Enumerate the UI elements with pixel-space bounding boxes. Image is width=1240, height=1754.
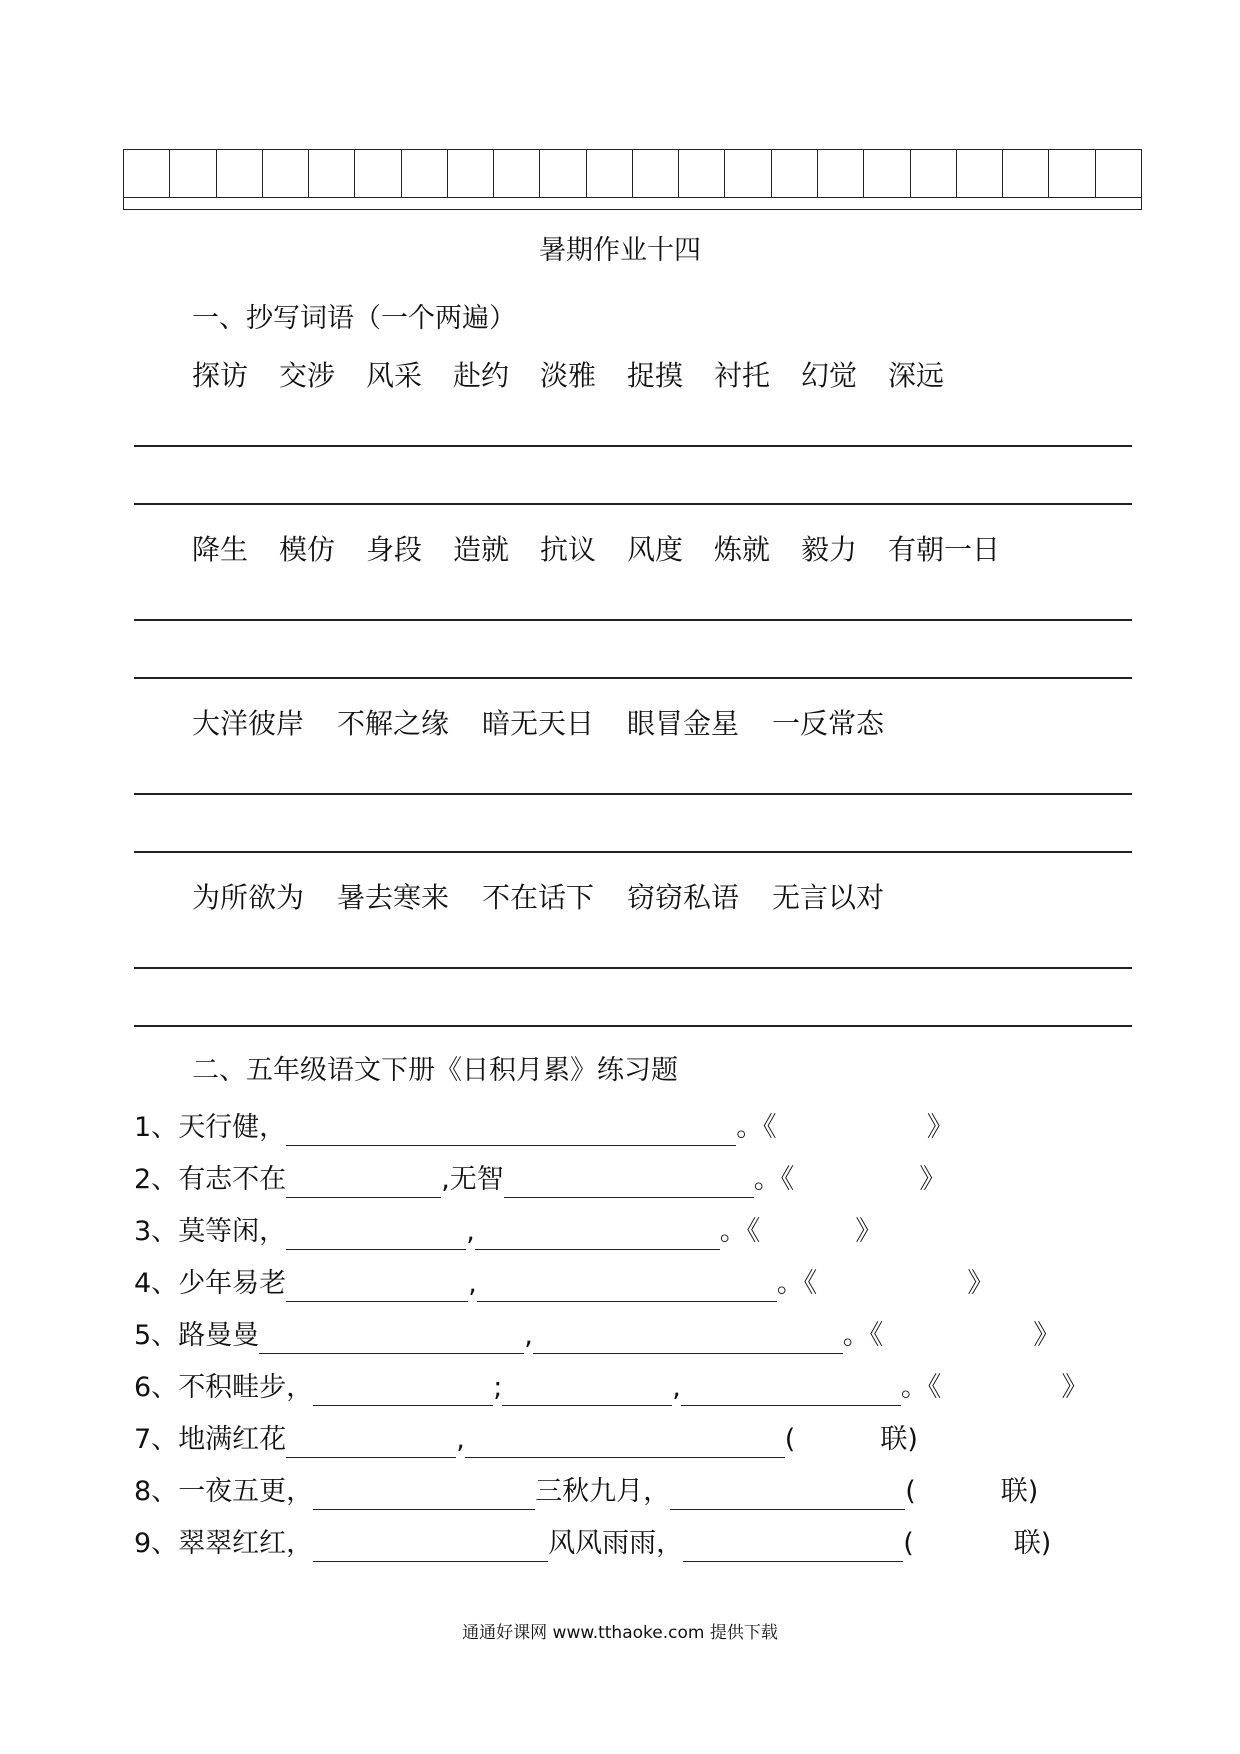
writing-line[interactable] bbox=[134, 851, 1132, 853]
word: 风度 bbox=[627, 533, 684, 566]
punct: 联) bbox=[1000, 1476, 1039, 1507]
punct: 。《 bbox=[900, 1372, 942, 1403]
word: 身段 bbox=[366, 533, 423, 566]
grid-cell[interactable] bbox=[1003, 150, 1049, 197]
writing-line[interactable] bbox=[134, 503, 1132, 505]
grid-cell[interactable] bbox=[725, 150, 771, 197]
grid-cell[interactable] bbox=[1049, 150, 1095, 197]
question-number: 6、 bbox=[134, 1372, 179, 1403]
word: 暑去寒来 bbox=[337, 881, 450, 914]
answer-blank[interactable] bbox=[286, 1221, 466, 1250]
grid-cell[interactable] bbox=[494, 150, 540, 197]
punct: ( bbox=[905, 1476, 916, 1507]
word-row-4 bbox=[192, 876, 917, 916]
question-5 bbox=[134, 1318, 1060, 1354]
grid-cell[interactable] bbox=[679, 150, 725, 197]
grid-cell[interactable] bbox=[309, 150, 355, 197]
punct: 联) bbox=[1013, 1528, 1052, 1559]
question-number: 9、 bbox=[134, 1528, 179, 1559]
word: 淡雅 bbox=[540, 359, 597, 392]
question-8 bbox=[134, 1474, 1038, 1510]
word: 模仿 bbox=[279, 533, 336, 566]
question-number: 7、 bbox=[134, 1424, 179, 1455]
question-text: 三秋九月， bbox=[535, 1476, 671, 1507]
word: 有朝一日 bbox=[888, 533, 1001, 566]
answer-blank[interactable] bbox=[286, 1273, 468, 1302]
word: 捉摸 bbox=[627, 359, 684, 392]
answer-blank[interactable] bbox=[313, 1533, 548, 1562]
header-grid bbox=[123, 149, 1142, 210]
word: 赴约 bbox=[453, 359, 510, 392]
question-7 bbox=[134, 1422, 918, 1458]
question-text: 风风雨雨， bbox=[548, 1528, 684, 1559]
punct: , bbox=[456, 1424, 465, 1455]
word-row-3 bbox=[192, 702, 917, 742]
question-1 bbox=[134, 1110, 954, 1146]
punct: 》 bbox=[919, 1164, 947, 1195]
question-text: 一夜五更， bbox=[178, 1476, 314, 1507]
word: 降生 bbox=[192, 533, 249, 566]
grid-cell[interactable] bbox=[448, 150, 494, 197]
answer-blank[interactable] bbox=[286, 1169, 441, 1198]
question-number: 8、 bbox=[134, 1476, 179, 1507]
word: 深远 bbox=[888, 359, 945, 392]
question-text: 莫等闲， bbox=[178, 1216, 287, 1247]
word: 窃窃私语 bbox=[627, 881, 740, 914]
word: 风采 bbox=[366, 359, 423, 392]
punct: ( bbox=[903, 1528, 914, 1559]
word: 为所欲为 bbox=[192, 881, 305, 914]
word: 幻觉 bbox=[801, 359, 858, 392]
punct: , bbox=[524, 1320, 533, 1351]
grid-row bbox=[124, 150, 1141, 198]
grid-cell[interactable] bbox=[633, 150, 679, 197]
answer-blank[interactable] bbox=[477, 1273, 777, 1302]
word: 造就 bbox=[453, 533, 510, 566]
question-number: 5、 bbox=[134, 1320, 179, 1351]
punct: 》 bbox=[855, 1216, 883, 1247]
answer-blank[interactable] bbox=[465, 1429, 785, 1458]
answer-blank[interactable] bbox=[504, 1169, 754, 1198]
answer-blank[interactable] bbox=[681, 1377, 901, 1406]
question-text: 少年易老 bbox=[178, 1268, 287, 1299]
answer-blank[interactable] bbox=[259, 1325, 524, 1354]
section1-heading: 一、抄写词语（一个两遍） bbox=[192, 303, 516, 334]
answer-blank[interactable] bbox=[683, 1533, 903, 1562]
punct: 》 bbox=[926, 1112, 954, 1143]
punct: 》 bbox=[967, 1268, 995, 1299]
answer-blank[interactable] bbox=[313, 1377, 493, 1406]
punct: 。《 bbox=[776, 1268, 818, 1299]
question-text: 路曼曼 bbox=[178, 1320, 260, 1351]
question-text: ,无智 bbox=[441, 1164, 504, 1195]
answer-blank[interactable] bbox=[286, 1429, 456, 1458]
grid-cell[interactable] bbox=[818, 150, 864, 197]
writing-line[interactable] bbox=[134, 445, 1132, 447]
answer-blank[interactable] bbox=[475, 1221, 720, 1250]
answer-blank[interactable] bbox=[502, 1377, 672, 1406]
question-text: 翠翠红红， bbox=[178, 1528, 314, 1559]
question-3 bbox=[134, 1214, 882, 1250]
writing-line[interactable] bbox=[134, 967, 1132, 969]
grid-cell[interactable] bbox=[957, 150, 1003, 197]
answer-blank[interactable] bbox=[533, 1325, 843, 1354]
question-number: 3、 bbox=[134, 1216, 179, 1247]
answer-blank[interactable] bbox=[313, 1481, 535, 1510]
punct: 。《 bbox=[842, 1320, 884, 1351]
question-text: 天行健， bbox=[178, 1112, 287, 1143]
grid-cell[interactable] bbox=[402, 150, 448, 197]
question-number: 1、 bbox=[134, 1112, 179, 1143]
word-row-1 bbox=[192, 354, 975, 394]
question-text: 地满红花 bbox=[178, 1424, 287, 1455]
punct: , bbox=[672, 1372, 681, 1403]
punct: , bbox=[466, 1216, 475, 1247]
word: 衬托 bbox=[714, 359, 771, 392]
punct: 联) bbox=[880, 1424, 918, 1455]
question-6 bbox=[134, 1370, 1088, 1406]
writing-line[interactable] bbox=[134, 619, 1132, 621]
page-title: 暑期作业十四 bbox=[539, 235, 701, 266]
question-9 bbox=[134, 1526, 1051, 1562]
word: 毅力 bbox=[801, 533, 858, 566]
punct: ; bbox=[493, 1372, 503, 1403]
answer-blank[interactable] bbox=[670, 1481, 905, 1510]
footer-text: 通通好课网 www.tthaoke.com 提供下载 bbox=[462, 1623, 778, 1643]
word: 眼冒金星 bbox=[627, 707, 740, 740]
answer-blank[interactable] bbox=[286, 1117, 736, 1146]
punct: 》 bbox=[1033, 1320, 1061, 1351]
word: 不在话下 bbox=[482, 881, 595, 914]
grid-cell[interactable] bbox=[355, 150, 401, 197]
question-number: 4、 bbox=[134, 1268, 179, 1299]
grid-cell[interactable] bbox=[772, 150, 818, 197]
word: 一反常态 bbox=[772, 707, 885, 740]
grid-cell[interactable] bbox=[864, 150, 910, 197]
grid-cell[interactable] bbox=[587, 150, 633, 197]
punct: 。《 bbox=[719, 1216, 761, 1247]
section2-heading: 二、五年级语文下册《日积月累》练习题 bbox=[192, 1055, 678, 1086]
word: 炼就 bbox=[714, 533, 771, 566]
grid-cell[interactable] bbox=[911, 150, 957, 197]
word: 探访 bbox=[192, 359, 249, 392]
writing-line[interactable] bbox=[134, 677, 1132, 679]
question-4 bbox=[134, 1266, 994, 1302]
grid-cell[interactable] bbox=[124, 150, 170, 197]
word: 交涉 bbox=[279, 359, 336, 392]
grid-cell[interactable] bbox=[217, 150, 263, 197]
grid-cell[interactable] bbox=[540, 150, 586, 197]
writing-line[interactable] bbox=[134, 793, 1132, 795]
question-text: 不积畦步， bbox=[178, 1372, 314, 1403]
question-text: 有志不在 bbox=[178, 1164, 287, 1195]
grid-cell[interactable] bbox=[263, 150, 309, 197]
word: 抗议 bbox=[540, 533, 597, 566]
word: 无言以对 bbox=[772, 881, 885, 914]
question-number: 2、 bbox=[134, 1164, 179, 1195]
word: 不解之缘 bbox=[337, 707, 450, 740]
grid-cell[interactable] bbox=[1096, 150, 1141, 197]
punct: 》 bbox=[1061, 1372, 1089, 1403]
word: 暗无天日 bbox=[482, 707, 595, 740]
punct: , bbox=[468, 1268, 477, 1299]
writing-line[interactable] bbox=[134, 1025, 1132, 1027]
question-2 bbox=[134, 1162, 946, 1198]
punct: 。《 bbox=[753, 1164, 795, 1195]
word: 大洋彼岸 bbox=[192, 707, 305, 740]
punct: ( bbox=[784, 1424, 796, 1455]
punct: 。《 bbox=[736, 1112, 777, 1143]
word-row-2 bbox=[192, 528, 1018, 568]
grid-cell[interactable] bbox=[170, 150, 216, 197]
